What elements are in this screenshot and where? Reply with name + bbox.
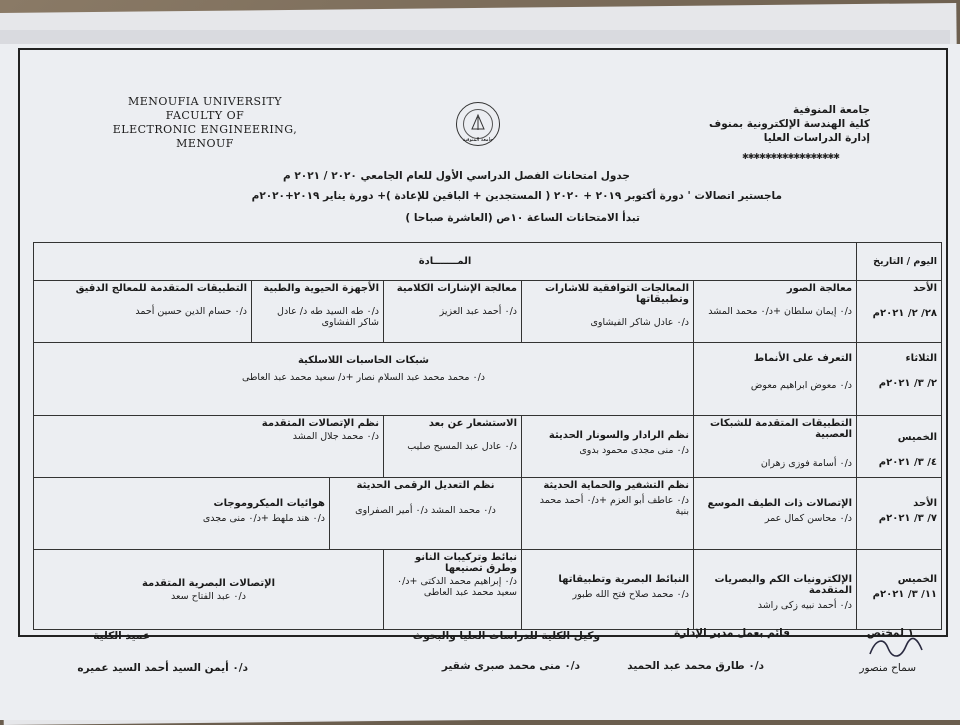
exam-cell [522, 416, 694, 478]
exam-date: ٢/ ٣/ ٢٠٢١م [878, 378, 938, 389]
exam-date: ٤/ ٣/ ٢٠٢١م [878, 457, 938, 468]
doctor-name: د/٠ إبراهيم محمد الدكتى +د/٠ سعيد محمد عبد العاطى [396, 576, 517, 598]
schedule-title: جدول امتحانات الفصل الدراسي الأول للعام الجامعي ٢٠٢٠ / ٢٠٢١ م [283, 170, 630, 182]
day-date-cell [857, 416, 942, 478]
signatory-title: قائم بعمل مدير الإدارة [674, 627, 790, 639]
exam-cell [34, 478, 330, 550]
doctor-name: د/٠ عاطف أبو العزم +د/٠ أحمد محمد بنية [539, 495, 689, 517]
handwritten-signature [866, 634, 926, 662]
signatory-title: ١ لمختص [866, 627, 914, 639]
subject-name: التطبيقات المتقدمة للشبكات العصبية [709, 418, 853, 440]
english-header-line: MENOUFIA UNIVERSITY [127, 95, 283, 108]
exam-cell [522, 478, 694, 550]
subject-name: التعرف على الأنماط [753, 353, 853, 364]
doctor-name: د/٠ أسامة فوزى زهران [760, 458, 853, 469]
day-date-cell [857, 281, 942, 343]
exam-date: ٧/ ٣/ ٢٠٢١م [878, 513, 938, 524]
exam-day: الخميس [897, 574, 938, 585]
subject-name: نظم الرادار والسونار الحديثة [548, 430, 689, 441]
english-header-line: ELECTRONIC ENGINEERING, [112, 123, 298, 136]
exam-cell [694, 550, 857, 630]
exam-cell [694, 343, 857, 416]
doctor-name: د/٠ حسام الدين حسين أحمد [135, 306, 247, 317]
table-row [34, 478, 942, 550]
exam-date: ١١/ ٣/ ٢٠٢١م [872, 589, 938, 600]
subject-name: نظم الإتصالات المتقدمة [261, 418, 379, 429]
exam-cell [694, 416, 857, 478]
exam-cell [34, 281, 252, 343]
subject-name: الإتصالات ذات الطيف الموسع [707, 498, 853, 509]
table-row [34, 281, 942, 343]
doctor-name: د/٠ محمد جلال المشد [292, 431, 379, 442]
signatory-name: د/٠ منى محمد صبرى شقير [441, 660, 580, 672]
logo-caption: جامعة المنوفية [462, 137, 494, 143]
doctor-name: د/٠ طه السيد طه د/ عادل شاكر الفشاوى [277, 306, 379, 328]
doctor-name: د/٠ عادل عبد المسيح صليب [407, 441, 517, 452]
exam-cell [384, 416, 522, 478]
doctor-name: د/٠ منى مجدى محمود بدوى [579, 445, 689, 456]
doctor-name: د/٠ محاسن كمال عمر [764, 513, 853, 524]
day-date-header: اليوم / التاريخ [857, 243, 942, 281]
schedule-subtitle: ماجستير اتصالات ' دورة أكتوبر ٢٠١٩ + ٢٠٢٠ ( المستجدين + الباقين للإعادة )+ دورة يناير ٢٠١٩+٢٠٢٠م [251, 190, 782, 202]
subject-name: هوائيات الميكروموجات [213, 498, 325, 509]
exam-cell [522, 281, 694, 343]
exam-day: الثلاثاء [905, 353, 938, 364]
exam-date: ٢٨/ ٢/ ٢٠٢١م [872, 308, 938, 319]
english-header-line: MENOUF [176, 137, 234, 150]
english-header-line: FACULTY OF [165, 109, 245, 122]
subject-name: الأجهزة الحيوية والطبية [263, 283, 379, 294]
subject-name: نظم التشفير والحماية الحديثة [543, 480, 689, 491]
exam-day: الأحد [913, 283, 938, 294]
subject-name: المعالجات التوافقية للاشارات وتطبيقاتها [544, 283, 689, 305]
exam-schedule-table [33, 242, 942, 630]
doctor-name: د/٠ أحمد نبيه زكى راشد [757, 600, 853, 611]
subject-name: الاستشعار عن بعد [428, 418, 517, 429]
table-row [34, 550, 942, 630]
exam-cell [34, 416, 384, 478]
exam-cell [330, 478, 522, 550]
stars-separator: ✱✱✱✱✱✱✱✱✱✱✱✱✱✱✱✱✱ [742, 152, 839, 161]
doctor-name: د/٠ محمد صلاح فتح الله طبور [572, 589, 689, 600]
exam-cell [34, 343, 694, 416]
doctor-name: د/٠ هند ملهط +د/٠ منى مجدى [202, 513, 325, 524]
arabic-header-line: جامعة المنوفية [793, 104, 870, 116]
doctor-name: د/٠ أحمد عبد العزيز [439, 306, 517, 317]
exam-cell [694, 281, 857, 343]
subject-name: شبكات الحاسبات اللاسلكية [297, 355, 429, 366]
doctor-name: د/٠ محمد محمد عبد السلام نصار +د/ سعيد محمد عبد العاطى [241, 372, 486, 383]
university-arabic-header [709, 103, 870, 145]
university-english-header [105, 95, 305, 151]
table-row [34, 343, 942, 416]
schedule-start-time: تبدأ الامتحانات الساعة ١٠ص (العاشرة صباحا ) [405, 212, 640, 224]
day-date-cell [857, 478, 942, 550]
signatory-name: د/٠ أيمن السيد أحمد السيد عميره [77, 662, 248, 674]
signatory-name: سماح منصور [859, 662, 916, 674]
table-row [34, 416, 942, 478]
university-logo [456, 102, 500, 146]
subject-name: نظم التعديل الرقمى الحديثة [356, 480, 495, 491]
signatory-name: د/٠ طارق محمد عبد الحميد [627, 660, 764, 672]
subject-name: النبائط البصرية وتطبيقاتها [558, 574, 689, 585]
doctor-name: د/٠ عبد الفتاح سعد [171, 591, 246, 602]
subject-name: نبائط وتركيبات النانو وطرق تصنيعها [414, 552, 517, 574]
exam-cell [384, 281, 522, 343]
exam-cell [34, 550, 384, 630]
table-header-row [34, 243, 942, 281]
exam-day: الخميس [897, 432, 938, 443]
subject-name: معالجة الإشارات الكلامية [396, 283, 517, 294]
doctor-name: د/٠ محمد المشد د/٠ أمير الصفراوى [355, 505, 496, 516]
exam-cell [522, 550, 694, 630]
arabic-header-line: إدارة الدراسات العليا [763, 132, 870, 144]
subject-name: الإتصالات البصرية المتقدمة [141, 578, 276, 589]
exam-day: الأحد [913, 498, 938, 509]
arabic-header-line: كلية الهندسة الإلكترونية بمنوف [709, 118, 870, 130]
subject-header: المـــــــادة [34, 243, 857, 281]
subject-name: الإلكترونيات الكم والبصريات المتقدمة [714, 574, 853, 596]
doctor-name: د/٠ معوض ابراهيم معوض [750, 380, 853, 391]
exam-cell [252, 281, 384, 343]
day-date-cell [857, 550, 942, 630]
subject-name: معالجة الصور [786, 283, 853, 294]
signatory-title: وكيل الكلية للدراسات العليا والبحوث [412, 630, 600, 642]
exam-cell [384, 550, 522, 630]
doctor-name: د/٠ إيمان سلطان +د/٠ محمد المشد [708, 306, 853, 317]
exam-cell [694, 478, 857, 550]
doctor-name: د/٠ عادل شاكر الفيشاوى [590, 317, 689, 328]
day-date-cell [857, 343, 942, 416]
signatory-title: عميد الكلية [93, 630, 150, 642]
subject-name: التطبيقات المتقدمة للمعالج الدقيق [75, 283, 247, 294]
